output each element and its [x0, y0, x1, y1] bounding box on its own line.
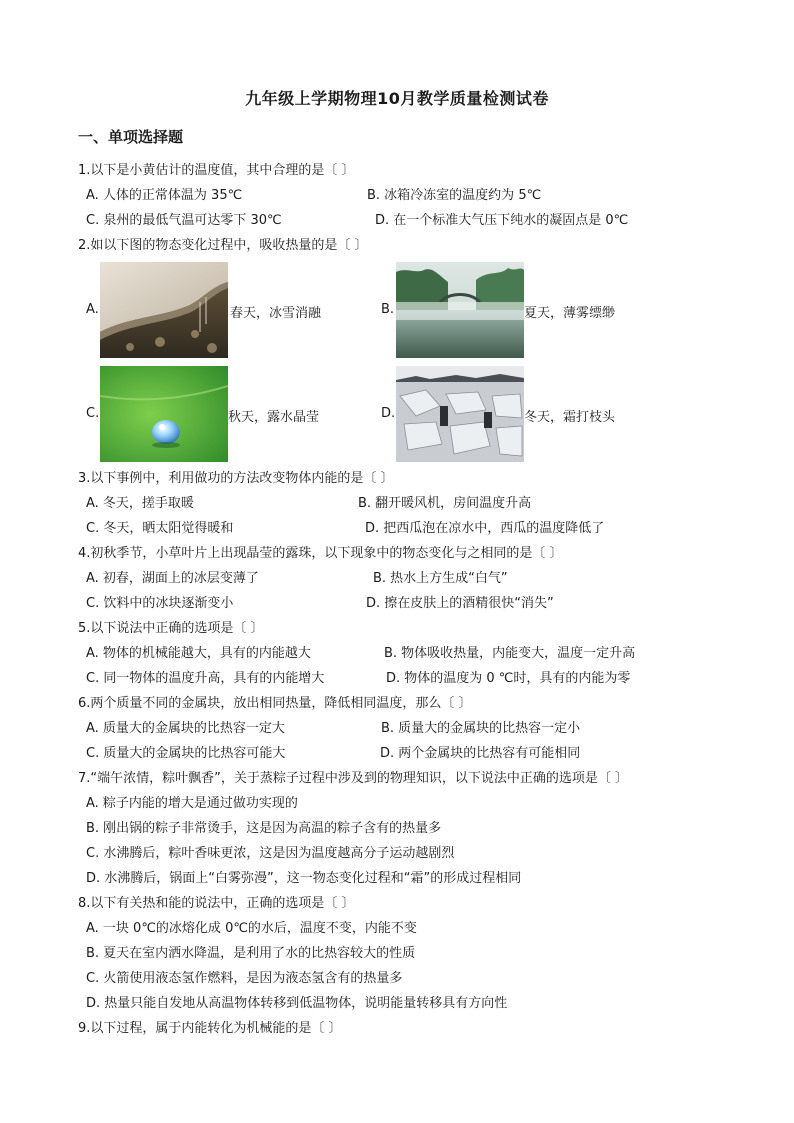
question-8-option-b: B. 夏天在室内洒水降温，是利用了水的比热容较大的性质 — [86, 946, 416, 961]
question-5-option-b: B. 物体吸收热量，内能变大，温度一定升高 — [384, 646, 636, 661]
question-4-option-d: D. 擦在皮肤上的酒精很快“消失” — [366, 596, 554, 611]
question-2-option-d-caption: 冬天，霜打枝头 — [524, 410, 616, 425]
question-4-option-a: A. 初春，湖面上的冰层变薄了 — [86, 571, 259, 586]
question-3-option-a: A. 冬天，搓手取暖 — [86, 496, 194, 511]
page-title: 九年级上学期物理10月教学质量检测试卷 — [245, 89, 549, 108]
question-6-option-a: A. 质量大的金属块的比热容一定大 — [86, 721, 285, 736]
question-6-stem: 6.两个质量不同的金属块，放出相同热量，降低相同温度，那么〔 〕 — [78, 696, 472, 711]
question-9-stem: 9.以下过程，属于内能转化为机械能的是〔 〕 — [78, 1021, 342, 1036]
question-7-option-a: A. 粽子内能的增大是通过做功实现的 — [86, 796, 298, 811]
question-5-option-a: A. 物体的机械能越大，具有的内能越大 — [86, 646, 311, 661]
question-8-stem: 8.以下有关热和能的说法中，正确的选项是〔 〕 — [78, 896, 355, 911]
question-6-option-c: C. 质量大的金属块的比热容可能大 — [86, 746, 286, 761]
question-2-option-b-caption: 夏天，薄雾缥缈 — [524, 306, 616, 321]
question-5-option-c: C. 同一物体的温度升高，具有的内能增大 — [86, 671, 325, 686]
question-1-option-b: B. 冰箱冷冻室的温度约为 5℃ — [367, 188, 542, 203]
question-3-option-c: C. 冬天，晒太阳觉得暖和 — [86, 521, 234, 536]
question-2-option-c-label: C. — [86, 406, 100, 421]
question-2-stem: 2.如以下图的物态变化过程中，吸收热量的是〔 〕 — [78, 238, 368, 253]
question-2-option-a-caption: 春天，冰雪消融 — [230, 306, 322, 321]
question-4-option-b: B. 热水上方生成“白气” — [373, 571, 508, 586]
frozen-lake-image — [396, 366, 524, 462]
question-3-option-b: B. 翻开暖风机，房间温度升高 — [358, 496, 532, 511]
question-2-option-c-caption: 秋天，露水晶莹 — [228, 410, 320, 425]
question-8-option-c: C. 火箭使用液态氢作燃料，是因为液态氢含有的热量多 — [86, 971, 403, 986]
question-7-option-c: C. 水沸腾后，粽叶香味更浓，这是因为温度越高分子运动越剧烈 — [86, 846, 455, 861]
question-7-option-b: B. 刚出锅的粽子非常烫手，这是因为高温的粽子含有的热量多 — [86, 821, 442, 836]
question-4-stem: 4.初秋季节，小草叶片上出现晶莹的露珠，以下现象中的物态变化与之相同的是〔 〕 — [78, 546, 563, 561]
question-1-option-a: A. 人体的正常体温为 35℃ — [86, 188, 243, 203]
question-5-option-d: D. 物体的温度为 0 ℃时，具有的内能为零 — [386, 671, 631, 686]
question-1-option-c: C. 泉州的最低气温可达零下 30℃ — [86, 213, 282, 228]
question-6-option-b: B. 质量大的金属块的比热容一定小 — [381, 721, 581, 736]
question-3-option-d: D. 把西瓜泡在凉水中，西瓜的温度降低了 — [365, 521, 605, 536]
question-1-stem: 1.以下是小黄估计的温度值，其中合理的是〔 〕 — [78, 163, 355, 178]
dewdrop-leaf-image — [100, 366, 228, 462]
ice-melting-image — [100, 262, 228, 358]
question-2-option-a-label: A. — [86, 302, 99, 317]
question-1-option-d: D. 在一个标准大气压下纯水的凝固点是 0℃ — [375, 213, 629, 228]
question-6-option-d: D. 两个金属块的比热容有可能相同 — [380, 746, 581, 761]
question-8-option-a: A. 一块 0℃的冰熔化成 0℃的水后，温度不变，内能不变 — [86, 921, 417, 936]
question-8-option-d: D. 热量只能自发地从高温物体转移到低温物体，说明能量转移具有方向性 — [86, 996, 508, 1011]
question-2-option-b-label: B. — [381, 302, 395, 317]
question-2-option-d-label: D. — [381, 406, 396, 421]
question-5-stem: 5.以下说法中正确的选项是〔 〕 — [78, 621, 264, 636]
section-heading: 一、单项选择题 — [78, 128, 184, 146]
question-3-stem: 3.以下事例中，利用做功的方法改变物体内能的是〔 〕 — [78, 471, 394, 486]
question-7-option-d: D. 水沸腾后，锅面上“白雾弥漫”，这一物态变化过程和“霜”的形成过程相同 — [86, 871, 522, 886]
misty-lake-image — [396, 262, 524, 358]
question-4-option-c: C. 饮料中的冰块逐渐变小 — [86, 596, 234, 611]
question-7-stem: 7.“端午浓情，粽叶飘香”，关于蒸粽子过程中涉及到的物理知识，以下说法中正确的选项是〔 〕 — [78, 771, 629, 786]
